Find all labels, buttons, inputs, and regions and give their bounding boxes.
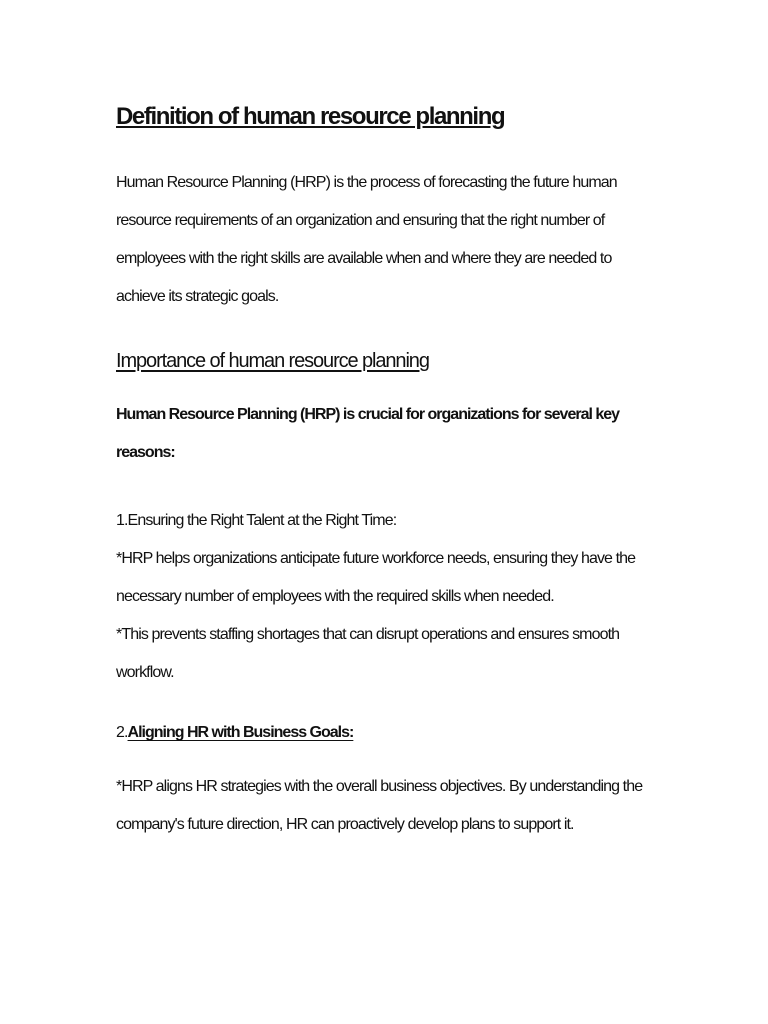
item-2-number: 2. <box>116 724 128 741</box>
document-content <box>116 100 656 844</box>
item-1-title: 1.Ensuring the Right Talent at the Right Time: <box>116 512 397 529</box>
item-1-bullet-1: *HRP helps organizations anticipate future workforce needs, ensuring they have the necessary number of employees with the required skills when needed. <box>116 550 636 605</box>
section-heading-importance: Importance of human resource planning <box>116 350 429 372</box>
importance-intro: Human Resource Planning (HRP) is crucial for organizations for several key reasons: <box>116 406 620 461</box>
page-title: Definition of human resource planning <box>116 103 505 130</box>
definition-paragraph: Human Resource Planning (HRP) is the process of forecasting the future human resource requirements of an organization and ensuring that the right number of employees with the right skills are available when and where they are needed to achieve its strategic goals. <box>116 174 617 305</box>
item-1-bullet-2: *This prevents staffing shortages that can disrupt operations and ensures smooth workflow. <box>116 626 620 681</box>
item-2-title: Aligning HR with Business Goals: <box>127 724 354 741</box>
item-2-heading <box>116 718 656 748</box>
item-2-bullet-1: *HRP aligns HR strategies with the overall business objectives. By understanding the company's future direction, HR can proactively develop plans to support it. <box>116 778 643 833</box>
